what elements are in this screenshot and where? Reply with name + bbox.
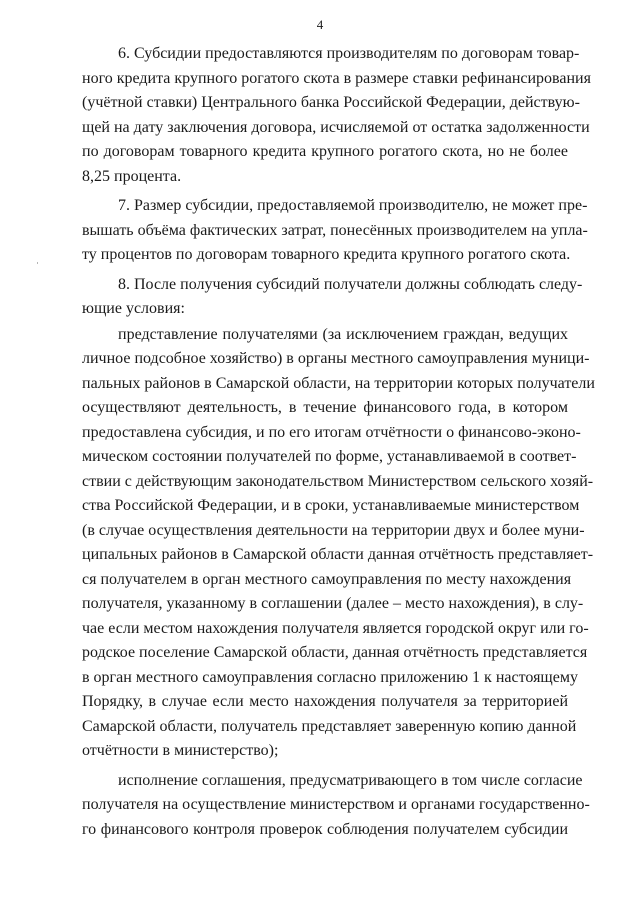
paragraph-item-7 <box>82 194 588 268</box>
condition-reporting <box>82 323 595 764</box>
text-line: отчётности в министерство); <box>82 742 279 759</box>
text-line: ющие условия: <box>82 300 185 317</box>
page-number: 4 <box>316 17 324 32</box>
text-line: щей на дату заключения договора, исчисляемой от остатка задолженности <box>82 118 590 136</box>
condition-agreement <box>82 769 590 843</box>
text-line: родское поселение Самарской области, данная отчётность представляется <box>82 644 588 661</box>
text-line: мическом состоянии получателей по форме, устанавливаемой в соответ- <box>82 448 577 465</box>
text-line: ствии с действующим законодательством Министерством сельского хозяй- <box>82 472 594 490</box>
text-line: ту процентов по договорам товарного кредита крупного рогатого скота. <box>82 246 571 263</box>
document-body <box>82 42 595 842</box>
text-line: ципальных районов в Самарской области данная отчётность представляет- <box>82 546 594 563</box>
text-line: исполнение соглашения, предусматривающего в том числе согласие <box>118 771 583 789</box>
text-line: личное подсобное хозяйство) в органы местного самоуправления муници- <box>82 350 590 367</box>
text-line: чае если местом нахождения получателя является городской округ или го- <box>82 619 589 637</box>
text-line: го финансового контроля проверок соблюдения получателем субсидии <box>82 820 568 838</box>
text-line: пальных районов в Самарской области, на территории которых получатели <box>82 374 595 392</box>
text-line: предоставлена субсидия, и по его итогам отчётности о финансово-эконо- <box>82 423 581 441</box>
text-line: ства Российской Федерации, и в сроки, устанавливаемые министерством <box>82 497 580 514</box>
text-line: Порядку, в случае если место нахождения получателя за территорией <box>82 693 568 710</box>
paragraph-item-8 <box>82 273 583 322</box>
text-line: 8. После получения субсидий получатели должны соблюдать следу- <box>118 275 583 293</box>
text-line: ся получателем в орган местного самоуправления по месту нахождения <box>82 570 572 588</box>
text-line: (учётной ставки) Центрального банка Российской Федерации, действую- <box>82 94 580 111</box>
text-line: ного кредита крупного рогатого скота в размере ставки рефинансирования <box>82 69 591 87</box>
text-line: получателя на осуществление министерством и органами государственно- <box>82 796 590 813</box>
text-line: в орган местного самоуправления согласно приложению 1 к настоящему <box>82 668 578 686</box>
text-line: вышать объёма фактических затрат, понесённых производителем на упла- <box>82 221 588 239</box>
text-line: Самарской области, получатель представляет заверенную копию данной <box>82 717 577 735</box>
text-line: по договорам товарного кредита крупного рогатого скота, но не более <box>82 143 568 160</box>
text-line: 6. Субсидии предоставляются производителям по договорам товар- <box>118 45 580 62</box>
text-line: осуществляют деятельность, в течение финансового года, в котором <box>82 399 568 416</box>
text-line: представление получателями (за исключением граждан, ведущих <box>118 325 568 343</box>
text-line: (в случае осуществления деятельности на территории двух и более муни- <box>82 521 585 539</box>
text-line: 8,25 процента. <box>82 167 182 185</box>
text-line: получателя, указанному в соглашении (далее – место нахождения), в слу- <box>82 595 584 612</box>
paragraph-item-6 <box>82 42 591 189</box>
text-line: 7. Размер субсидии, предоставляемой производителю, не может пре- <box>118 197 588 214</box>
scan-artifact <box>37 262 38 264</box>
